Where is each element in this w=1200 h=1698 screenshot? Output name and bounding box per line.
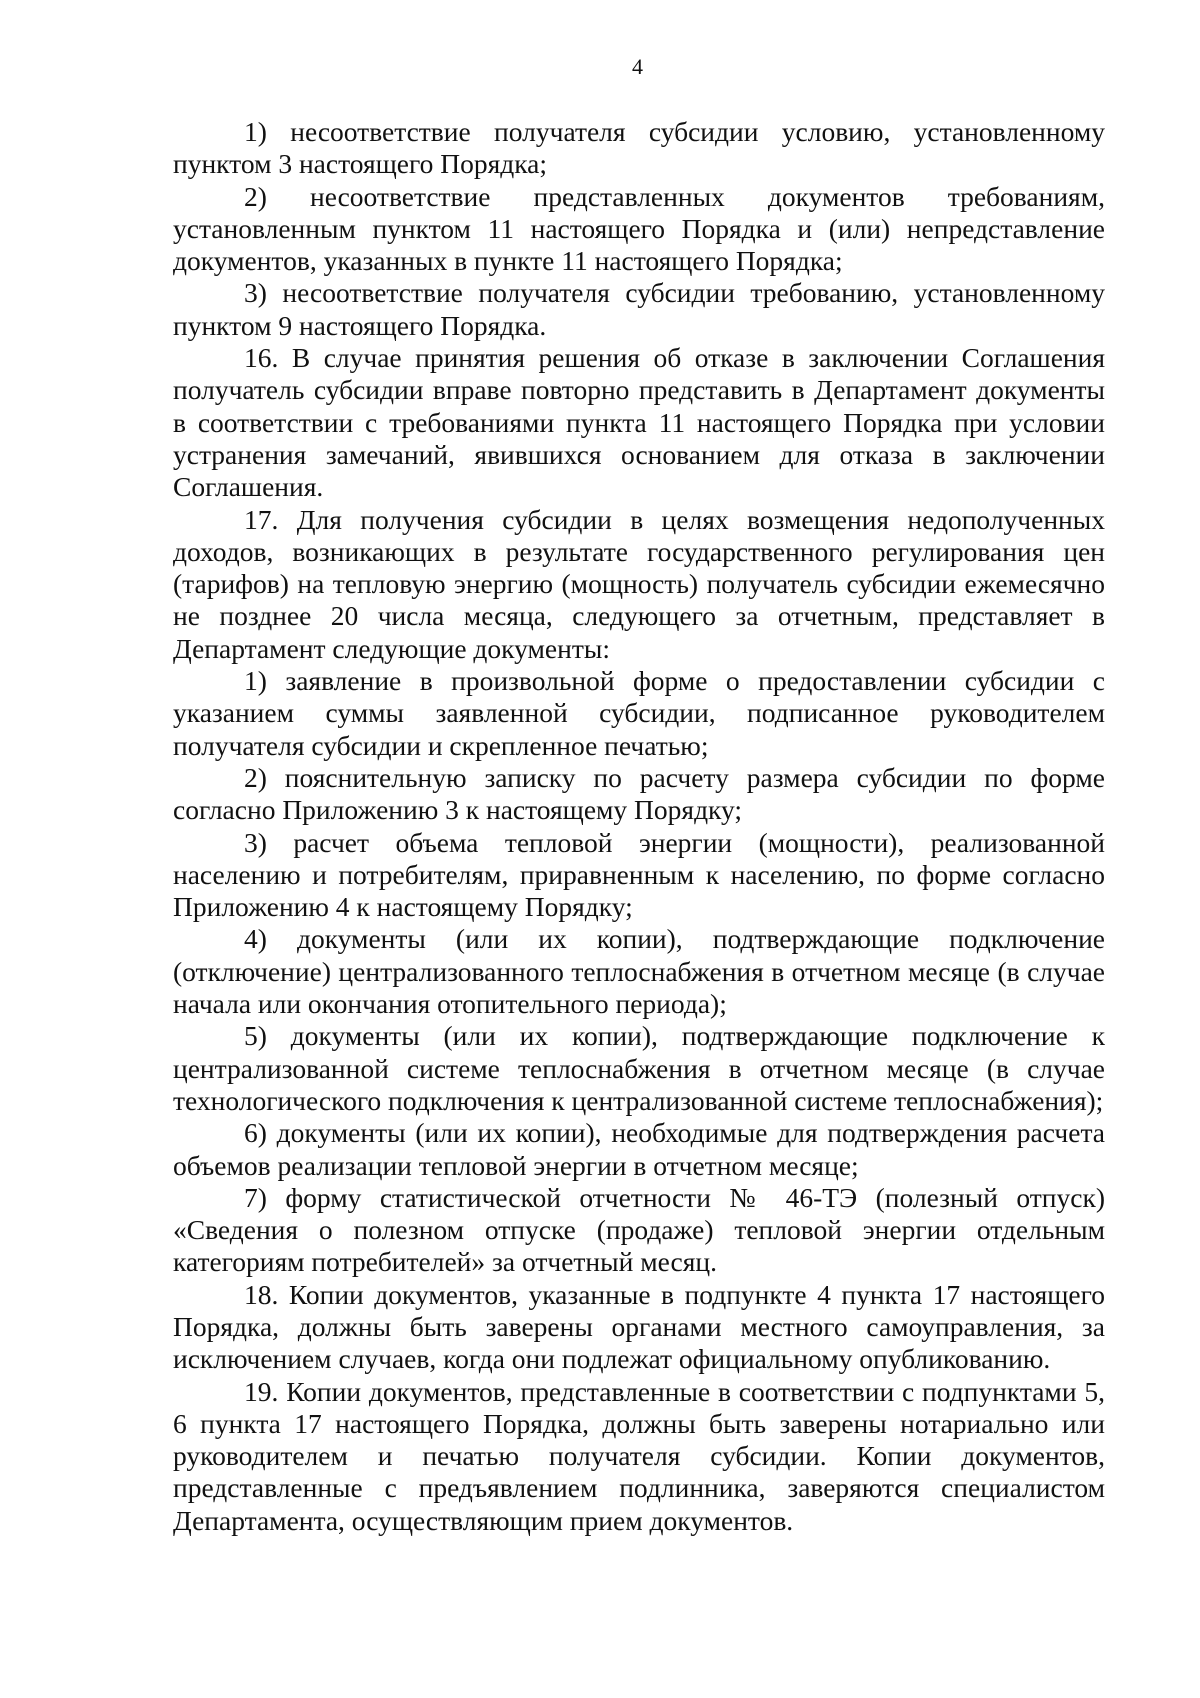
paragraph: 16. В случае принятия решения об отказе в заключении Соглашения получатель субсидии вправе повторно представить в Департамент документы в соответствии с требованиями пункта 11 настоящего Порядка при условии устранения замечаний, явившихся основанием для отказа в заключении Соглашения.	[173, 342, 1105, 503]
paragraph: 6) документы (или их копии), необходимые для подтверждения расчета объемов реализации тепловой энергии в отчетном месяце;	[173, 1117, 1105, 1181]
paragraph: 18. Копии документов, указанные в подпункте 4 пункта 17 настоящего Порядка, должны быть заверены органами местного самоуправления, за исключением случаев, когда они подлежат официальному опубликованию.	[173, 1278, 1105, 1375]
paragraph: 4) документы (или их копии), подтверждающие подключение (отключение) централизованного теплоснабжения в отчетном месяце (в случае начала или окончания отопительного периода);	[173, 923, 1105, 1020]
page-number: 4	[632, 54, 643, 79]
paragraph: 2) несоответствие представленных документов требованиям, установленным пунктом 11 настоящего Порядка и (или) непредставление документов, указанных в пункте 11 настоящего Порядка;	[173, 180, 1105, 277]
paragraph: 2) пояснительную записку по расчету размера субсидии по форме согласно Приложению 3 к настоящему Порядку;	[173, 761, 1105, 826]
paragraph: 19. Копии документов, представленные в соответствии с подпунктами 5, 6 пункта 17 настоящего Порядка, должны быть заверены нотариально или руководителем и печатью получателя субсидии. Копии документов, представленные с предъявлением подлинника, заверяются специалистом Департамента, осуществляющим прием документов.	[173, 1375, 1105, 1536]
paragraph: 1) заявление в произвольной форме о предоставлении субсидии с указанием суммы заявленной субсидии, подписанное руководителем получателя субсидии и скрепленное печатью;	[173, 665, 1105, 761]
paragraph: 3) расчет объема тепловой энергии (мощности), реализованной населению и потребителям, приравненным к населению, по форме согласно Приложению 4 к настоящему Порядку;	[173, 826, 1105, 923]
paragraph: 17. Для получения субсидии в целях возмещения недополученных доходов, возникающих в результате государственного регулирования цен (тарифов) на тепловую энергию (мощность) получатель субсидии ежемесячно не позднее 20 числа месяца, следующего за отчетным, представляет в Департамент следующие документы:	[173, 503, 1105, 664]
paragraph: 1) несоответствие получателя субсидии условию, установленному пунктом 3 настоящего Порядка;	[173, 116, 1105, 180]
paragraph: 7) форму статистической отчетности № 46-ТЭ (полезный отпуск) «Сведения о полезном отпуске (продаже) тепловой энергии отдельным категориям потребителей» за отчетный месяц.	[173, 1181, 1105, 1278]
document-body	[173, 116, 1105, 1537]
paragraph: 5) документы (или их копии), подтверждающие подключение к централизованной системе теплоснабжения в отчетном месяце (в случае технологического подключения к централизованной системе теплоснабжения);	[173, 1020, 1105, 1116]
paragraph: 3) несоответствие получателя субсидии требованию, установленному пунктом 9 настоящего Порядка.	[173, 277, 1105, 341]
